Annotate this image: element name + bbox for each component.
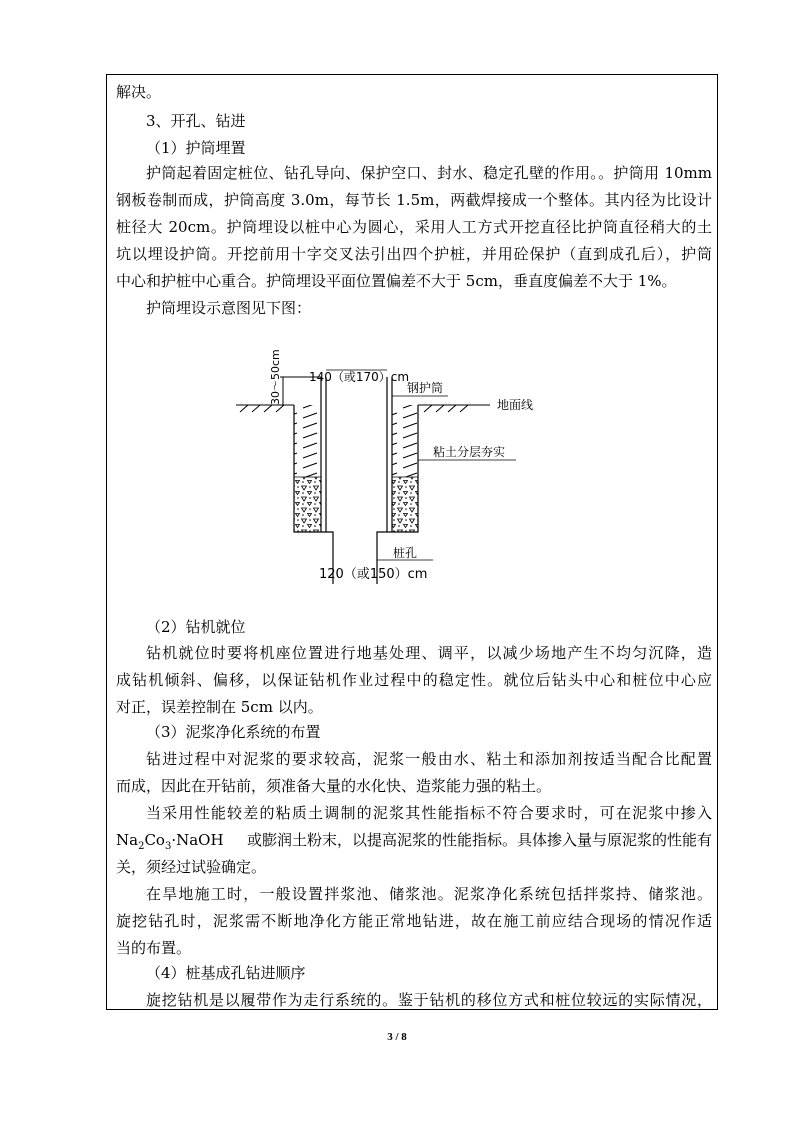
paragraph-line: 护筒起着固定桩位、钻孔导向、保护空口、封水、稳定孔壁的作用。。护筒用 10mm — [146, 164, 712, 182]
subsection-heading: （1）护筒埋置 — [146, 139, 246, 157]
page-number: 3 / 8 — [387, 1031, 407, 1043]
paragraph-line: 钢板卷制而成，护筒高度 3.0m，每节长 1.5m，两截焊接成一个整体。其内径为比设计 — [116, 191, 712, 209]
paragraph-line: 钻机就位时要将机座位置进行地基处理、调平，以减少场地产生不均匀沉降，造 — [146, 644, 712, 662]
chem-line-text: 或膨润土粉末，以提高泥浆的性能指标。具体掺入量与原泥浆的性能有 — [246, 831, 712, 849]
casing-diagram — [225, 340, 534, 585]
casing-label: 钢护筒 — [407, 381, 444, 395]
chemical-formula: $Na_2Co_3\cdot NaOH$ — [116, 831, 224, 852]
subsection-heading: （3）泥浆净化系统的布置 — [146, 723, 321, 741]
subsection-heading: （4）桩基成孔钻进顺序 — [146, 964, 306, 982]
paragraph-line: 坑以埋设护筒。开挖前用十字交叉法引出四个护桩，并用砼保护（直到成孔后），护筒 — [116, 245, 712, 263]
paragraph-line: 对正，误差控制在 5cm 以内。 — [116, 698, 323, 716]
left-casing-wall — [294, 377, 333, 584]
paragraph-line: 旋挖钻机是以履带作为走行系统的。鉴于钻机的移位方式和桩位较远的实际情况， — [146, 991, 712, 1009]
ground-line-label: 地面线 — [497, 398, 534, 412]
paragraph-line: 桩径大 20cm。护筒埋设以桩中心为圆心，采用人工方式开挖直径比护筒直径稍大的土 — [116, 218, 712, 236]
paragraph-line: 关，须经过试验确定。 — [116, 858, 267, 876]
pile-label: 桩孔 — [393, 546, 418, 560]
top-dimension-label: 30～50cm — [269, 349, 282, 405]
paragraph-line-chem — [116, 830, 712, 857]
section-heading: 3、开孔、钻进 — [146, 112, 246, 130]
pile-width-label: 120（或150）cm — [319, 567, 428, 582]
paragraph-line: 旋挖钻孔时，泥浆需不断地净化方能正常地钻进，故在施工前应结合现场的情况作适 — [116, 912, 712, 930]
paragraph-line: 当采用性能较差的粘质土调制的泥浆其性能指标不符合要求时，可在泥浆中掺入 — [146, 804, 712, 822]
ground-line — [236, 405, 490, 412]
paragraph-line: 当的布置。 — [116, 939, 192, 957]
casing-width-label: 140（或170）cm — [309, 370, 410, 384]
paragraph-line: 钻进过程中对泥浆的要求较高，泥浆一般由水、粘土和添加剂按适当配合比配置 — [146, 750, 712, 768]
subsection-heading: （2）钻机就位 — [146, 618, 246, 636]
clay-label: 粘土分层夯实 — [433, 445, 506, 459]
paragraph-line: 而成，因此在开钻前，须准备大量的水化快、造浆能力强的粘土。 — [116, 777, 552, 795]
paragraph-line: 护筒埋设示意图见下图： — [146, 299, 312, 317]
paragraph-line: 成钻机倾斜、偏移，以保证钻机作业过程中的稳定性。就位后钻头中心和桩位中心应 — [116, 671, 712, 689]
text-line: 解决。 — [116, 83, 162, 101]
paragraph-line: 在旱地施工时，一般设置拌浆池、储浆池。泥浆净化系统包括拌浆持、储浆池。 — [146, 885, 712, 903]
paragraph-line: 中心和护桩中心重合。护筒埋设平面位置偏差不大于 5cm，垂直度偏差不大于 1%。 — [116, 272, 677, 290]
